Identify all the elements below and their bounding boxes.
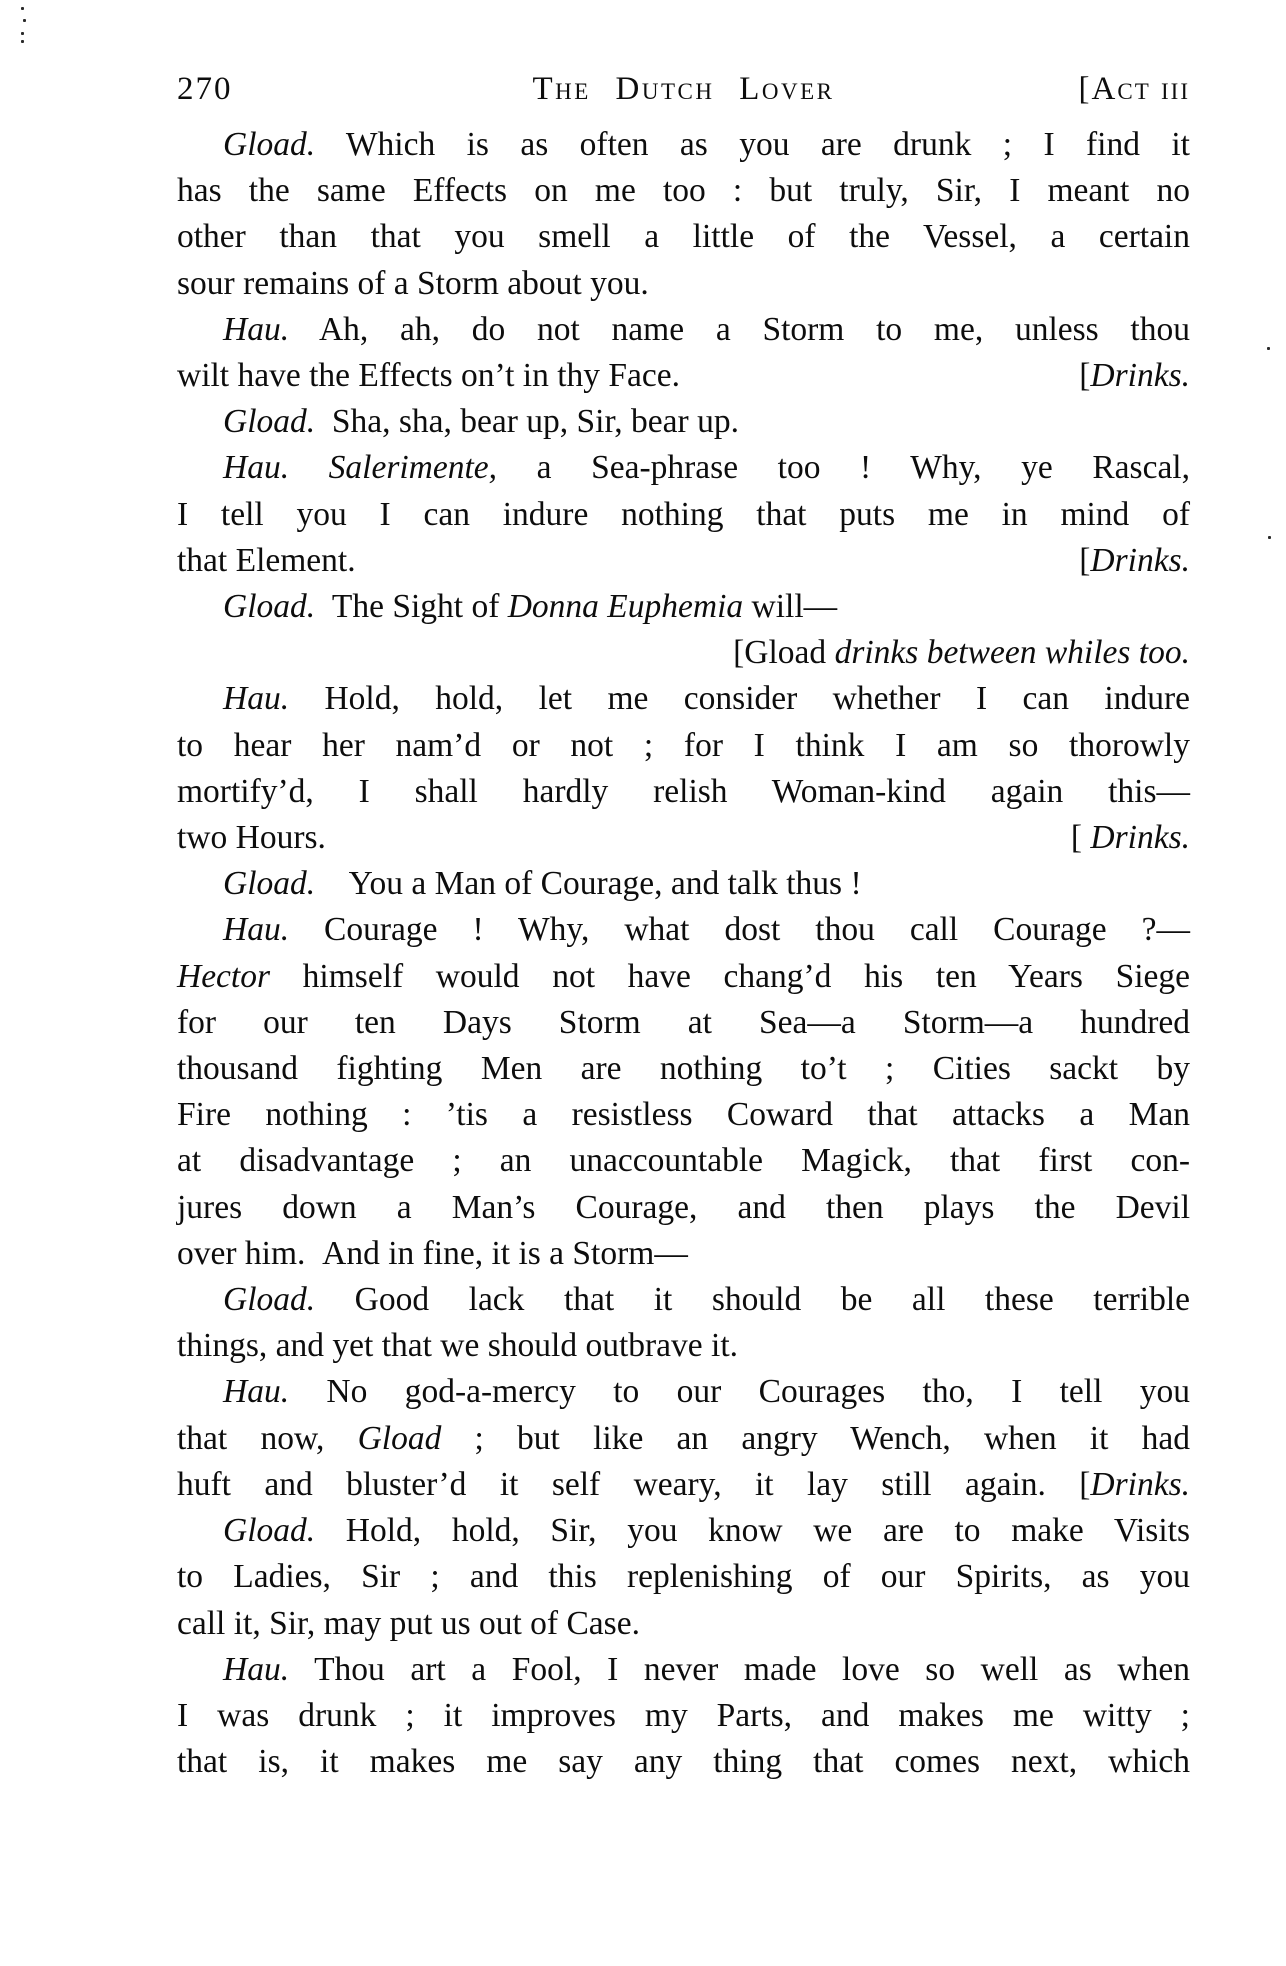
text-line <box>177 307 1190 353</box>
text-line <box>177 122 1190 168</box>
body-text: Ah, ah, do not name a Storm to me, unless thou <box>289 310 1190 348</box>
page-header <box>177 72 1190 106</box>
text-line <box>177 1601 1190 1647</box>
text-line <box>177 723 1190 769</box>
text-line <box>177 1416 1190 1462</box>
italic-text: Gload. <box>223 588 316 626</box>
text-line <box>177 1092 1190 1138</box>
text-line <box>177 1000 1190 1046</box>
body-text: mortify’d, I shall hardly relish Woman-kind again this— <box>177 772 1190 810</box>
text-line <box>177 1693 1190 1739</box>
text-line <box>177 1369 1190 1415</box>
body-text: Courage ! Why, what dost thou call Courage ?— <box>289 911 1190 949</box>
italic-text: Gload. <box>223 865 316 903</box>
italic-text: drinks between whiles too. <box>834 634 1190 672</box>
body-text: at disadvantage ; an unaccountable Magick, that first con- <box>177 1142 1190 1180</box>
text-line <box>177 1739 1190 1785</box>
body-text: sour remains of a Storm about you. <box>177 264 649 302</box>
body-text: will— <box>743 588 838 626</box>
body-text: over him. And in fine, it is a Storm— <box>177 1234 688 1272</box>
scan-speck <box>21 7 24 10</box>
italic-text: Gload. <box>223 403 316 441</box>
text-block <box>177 122 1190 1785</box>
italic-text: Hau. <box>223 911 290 949</box>
italic-text: Hau. <box>223 310 290 348</box>
text-line <box>177 861 1190 907</box>
body-text: for our ten Days Storm at Sea—a Storm—a hundred <box>177 1003 1190 1041</box>
body-text: The Sight of <box>315 588 508 626</box>
body-text: Thou art a Fool, I never made love so well as when <box>289 1650 1190 1688</box>
text-line <box>177 538 1190 584</box>
body-text: I tell you I can indure nothing that puts me in mind of <box>177 495 1190 533</box>
body-text: has the same Effects on me too : but truly, Sir, I meant no <box>177 172 1190 210</box>
body-text: [ <box>1079 541 1091 579</box>
text-line <box>177 353 1190 399</box>
body-text: Fire nothing : ’tis a resistless Coward that attacks a Man <box>177 1096 1190 1134</box>
text-line <box>177 1462 1190 1508</box>
body-text: ; but like an angry Wench, when it had <box>441 1419 1190 1457</box>
text-line <box>177 1138 1190 1184</box>
body-text: I was drunk ; it improves my Parts, and makes me witty ; <box>177 1696 1190 1734</box>
body-text: huft and bluster’d it self weary, it lay still again. <box>177 1465 1080 1503</box>
text-line <box>177 1231 1190 1277</box>
body-text: things, and yet that we should outbrave it. <box>177 1327 739 1365</box>
body-text: a Sea-phrase too ! Why, ye Rascal, <box>497 449 1190 487</box>
italic-text: Drinks. <box>1090 1465 1190 1503</box>
text-line <box>177 1046 1190 1092</box>
page-number: 270 <box>177 71 233 107</box>
body-text: to hear her nam’d or not ; for I think I am so thorowly <box>177 726 1190 764</box>
body-text: You a Man of Courage, and talk thus ! <box>315 865 862 903</box>
italic-text: Gload <box>357 1419 442 1457</box>
text-line <box>177 630 1190 676</box>
italic-text: Hau. Salerimente, <box>223 449 498 487</box>
body-text: Good lack that it should be all these terrible <box>315 1281 1190 1319</box>
body-text: [ <box>1079 357 1091 395</box>
italic-text: Hector <box>177 957 271 995</box>
text-line <box>177 1277 1190 1323</box>
text-line <box>177 445 1190 491</box>
text-line <box>177 676 1190 722</box>
body-text: call it, Sir, may put us out of Case. <box>177 1604 640 1642</box>
body-text: Hold, hold, let me consider whether I can indure <box>289 680 1190 718</box>
scan-speck <box>23 19 26 22</box>
body-text: jures down a Man’s Courage, and then plays the Devil <box>177 1188 1190 1226</box>
scan-speck <box>21 32 24 35</box>
running-title: The Dutch Lover <box>532 71 835 107</box>
text-line <box>177 769 1190 815</box>
text-line <box>177 907 1190 953</box>
text-line <box>177 214 1190 260</box>
stage-direction <box>1071 815 1190 861</box>
text-line <box>177 1185 1190 1231</box>
italic-text: Hau. <box>223 1650 290 1688</box>
scan-speck <box>1267 347 1270 350</box>
body-text: two Hours. <box>177 819 326 857</box>
body-text: Which is as often as you are drunk ; I find it <box>315 126 1190 163</box>
body-text: thousand fighting Men are nothing to’t ; Cities sackt by <box>177 1050 1190 1088</box>
italic-text: Gload. <box>223 126 316 163</box>
body-text: No god-a-mercy to our Courages tho, I tell you <box>289 1373 1190 1411</box>
body-text: Hold, hold, Sir, you know we are to make Visits <box>315 1512 1190 1550</box>
body-text: that Element. <box>177 541 356 579</box>
body-text: [ <box>1079 1465 1091 1503</box>
text-line <box>177 1323 1190 1369</box>
text-line <box>177 261 1190 307</box>
body-text: himself would not have chang’d his ten Years Siege <box>270 957 1190 995</box>
italic-text: Hau. <box>223 680 290 718</box>
body-text: that now, <box>177 1419 358 1457</box>
text-line <box>177 1508 1190 1554</box>
italic-text: Drinks. <box>1090 541 1190 579</box>
text-line <box>177 399 1190 445</box>
act-label: [Act iii <box>1078 71 1190 107</box>
italic-text: Donna Euphemia <box>507 588 744 626</box>
text-line <box>177 954 1190 1000</box>
text-line <box>177 492 1190 538</box>
scan-speck <box>1268 536 1271 539</box>
text-line <box>177 1554 1190 1600</box>
body-text: Sha, sha, bear up, Sir, bear up. <box>315 403 739 441</box>
text-line <box>177 168 1190 214</box>
italic-text: Gload. <box>223 1512 316 1550</box>
italic-text: Drinks. <box>1090 357 1190 395</box>
body-text: to Ladies, Sir ; and this replenishing of our Spirits, as you <box>177 1558 1190 1596</box>
text-line <box>177 584 1190 630</box>
body-text: wilt have the Effects on’t in thy Face. <box>177 357 680 395</box>
body-text: [Gload <box>733 634 835 672</box>
text-line <box>177 1647 1190 1693</box>
stage-direction <box>1079 538 1190 584</box>
body-text: that is, it makes me say any thing that comes next, which <box>177 1743 1190 1781</box>
italic-text: Gload. <box>223 1281 316 1319</box>
scan-speck <box>21 40 24 43</box>
italic-text: Hau. <box>223 1373 290 1411</box>
text-line <box>177 815 1190 861</box>
italic-text: Drinks. <box>1090 819 1190 857</box>
body-text: other than that you smell a little of the Vessel, a certain <box>177 218 1190 256</box>
body-text: [ <box>1070 819 1091 857</box>
stage-direction <box>1079 353 1190 399</box>
